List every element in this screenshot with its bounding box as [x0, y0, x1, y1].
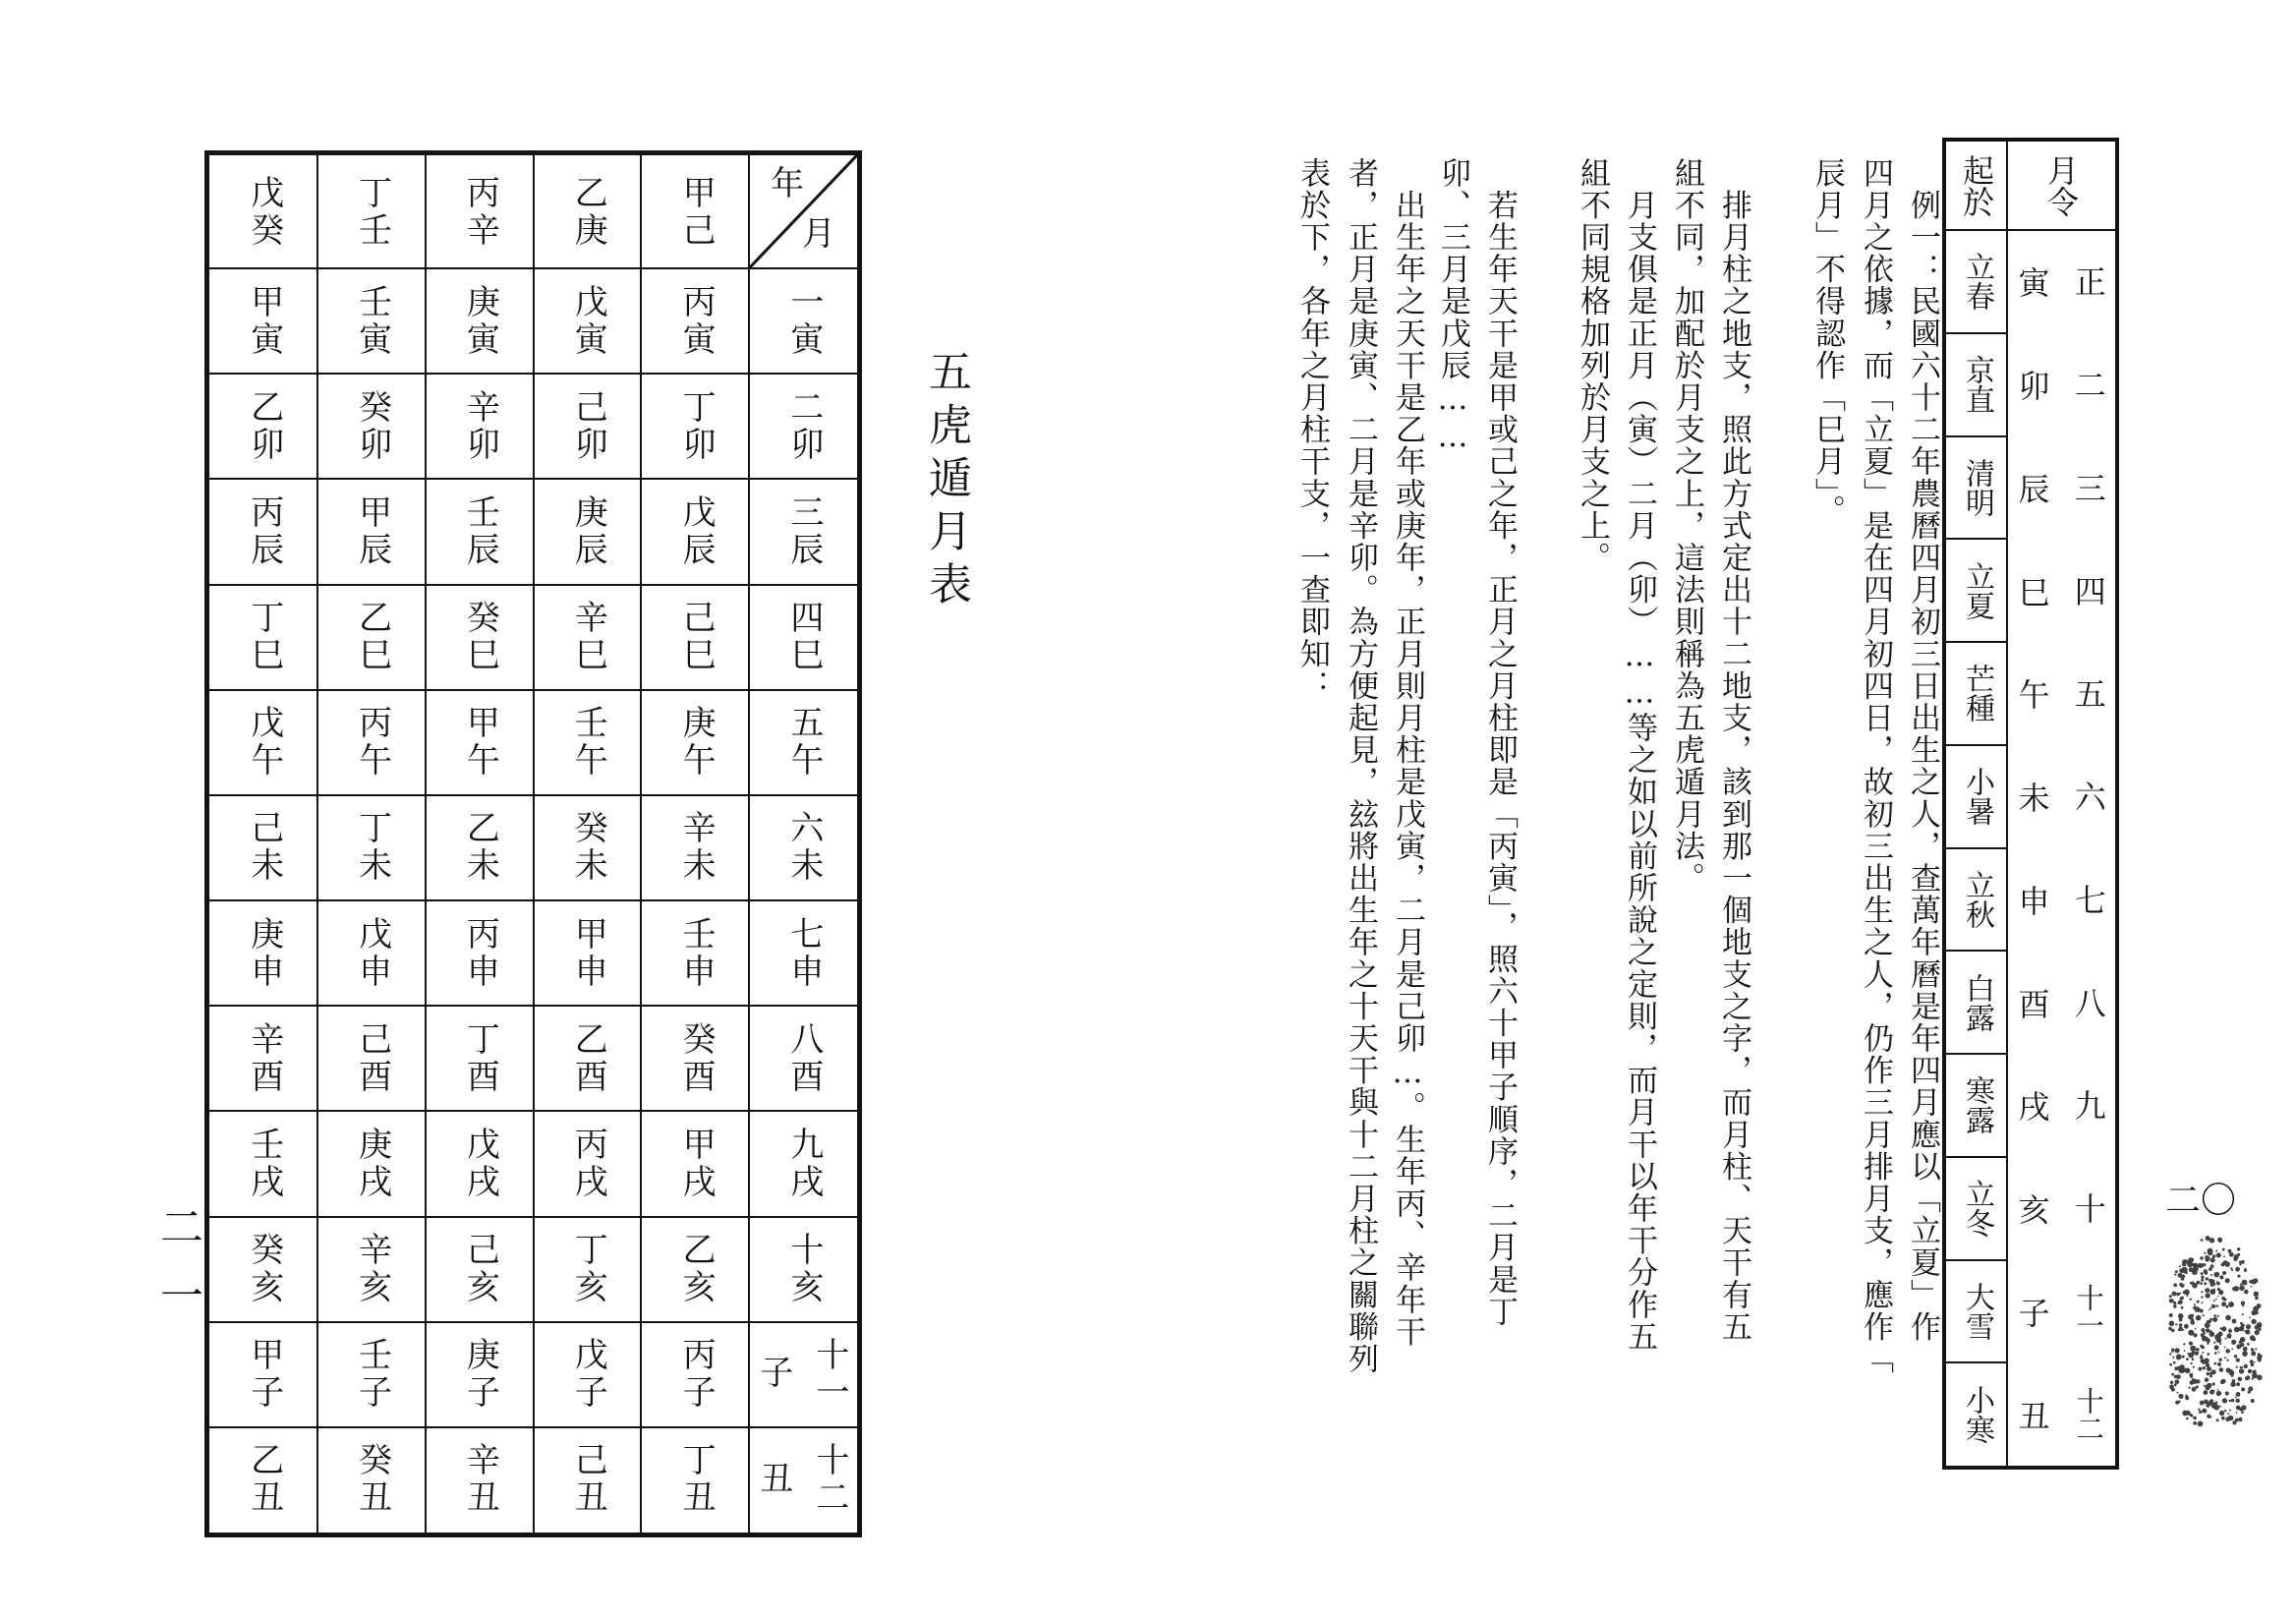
stem-branch-cell: 丁丑 [676, 1442, 717, 1518]
stem-branch-cell: 丙戌 [568, 1126, 608, 1201]
grid-hline [209, 1216, 857, 1218]
year-group-column [426, 155, 534, 1533]
grid-vline [316, 155, 318, 1533]
grid-vline [533, 155, 535, 1533]
header-month-label: 月 [801, 214, 839, 255]
branch-cell: 午 [2018, 676, 2050, 715]
stem-branch-cell: 壬辰 [460, 493, 500, 569]
text-column: 排月柱之地支，照此方式定出十二地支，該到那一個地支之字，而月柱、天干有五 [1716, 157, 1751, 1344]
stem-branch-cell: 庚申 [244, 915, 284, 991]
ink-smudge [2160, 1229, 2267, 1433]
grid-hline [209, 584, 857, 586]
month-branch: 丑 [760, 1459, 798, 1499]
text-column: 例一：民國六十二年農曆四月初三日出生之人，查萬年曆是年四月應以「立夏」作 [1905, 157, 1940, 1344]
stem-branch-cell: 甲寅 [244, 283, 284, 359]
stem-branch-cell: 甲子 [244, 1337, 284, 1413]
header-month-label: 月令 [2042, 154, 2080, 217]
text-column: 者，正月是庚寅、二月是辛卯。為方便起見，玆將出生年之十天干與十二月柱之關聯列 [1343, 157, 1378, 1375]
solar-term-cell: 芒種 [1960, 664, 1994, 723]
grid-vline [748, 155, 750, 1533]
stem-branch-cell: 壬子 [352, 1337, 392, 1413]
grid-hline [209, 689, 857, 691]
branch-cell: 戌 [2018, 1088, 2050, 1127]
stem-branch-cell: 庚辰 [568, 493, 608, 569]
grid-hline [209, 267, 857, 269]
month-number-cell: 四 [2069, 574, 2107, 607]
grid-hline [209, 478, 857, 480]
grid-hline [209, 1110, 857, 1112]
stem-branch-cell: 己丑 [568, 1442, 608, 1518]
stem-branch-cell: 己亥 [460, 1232, 500, 1307]
grid-hline [1946, 1156, 2007, 1158]
text-column: 表於下，各年之月柱干支，一查即知： [1294, 157, 1330, 703]
month-column [749, 155, 857, 1533]
year-group-label: 丁壬 [352, 174, 392, 250]
stem-branch-cell: 癸卯 [352, 388, 392, 464]
month-cell: 八酉 [783, 1020, 824, 1096]
month-number-cell: 十二 [2072, 1386, 2105, 1442]
solar-term-cell: 大雪 [1960, 1281, 1994, 1341]
stem-branch-cell: 壬申 [676, 915, 717, 991]
stem-branch-cell: 丁未 [352, 810, 392, 886]
stem-branch-cell: 甲午 [460, 705, 500, 781]
month-cell: 四巳 [783, 600, 824, 675]
text-column: 辰月」不得認作「巳月」。 [1809, 157, 1845, 527]
month-number-cell: 五 [2069, 677, 2107, 710]
stem-branch-cell: 戊申 [352, 915, 392, 991]
branch-cell: 子 [2018, 1294, 2050, 1332]
grid-hline [1946, 847, 2007, 849]
year-group-column [317, 155, 426, 1533]
solar-term-cell: 立秋 [1960, 869, 1994, 929]
stem-branch-cell: 癸未 [568, 810, 608, 886]
stem-branch-cell: 辛酉 [244, 1020, 284, 1096]
grid-hline [1946, 538, 2007, 540]
stem-branch-cell: 癸巳 [460, 600, 500, 675]
stem-branch-cell: 丙申 [460, 915, 500, 991]
month-number: 十一 [809, 1337, 849, 1413]
grid-hline [209, 1426, 857, 1428]
month-cell: 七申 [783, 915, 824, 991]
month-number-cell: 六 [2069, 781, 2107, 813]
stem-branch-cell: 丁巳 [244, 600, 284, 675]
wuhu-dun-month-table [204, 150, 862, 1537]
header-year-month [749, 155, 857, 268]
month-cell: 二卯 [783, 388, 824, 464]
right-page-number: 二〇 [2165, 1181, 2237, 1221]
grid-hline [1946, 1259, 2007, 1261]
solar-term-cell: 小暑 [1960, 767, 1994, 827]
month-branch: 子 [760, 1354, 798, 1394]
stem-branch-cell: 丙寅 [676, 283, 717, 359]
grid-hline [1946, 1361, 2007, 1363]
solar-term-cell: 京直 [1960, 355, 1994, 415]
text-column: 組不同規格加列於月支之上。 [1575, 157, 1610, 574]
text-column: 若生年天干是甲或己之年，正月之月柱即是「丙寅」，照六十甲子順序，二月是丁 [1482, 157, 1518, 1328]
month-number-cell: 正 [2069, 265, 2107, 298]
solar-term-cell: 白露 [1960, 972, 1994, 1032]
stem-branch-cell: 乙巳 [352, 600, 392, 675]
year-group-label: 戊癸 [244, 174, 284, 250]
month-cell: 五午 [783, 705, 824, 781]
month-number-cell: 九 [2069, 1089, 2107, 1122]
stem-branch-cell: 乙酉 [568, 1020, 608, 1096]
stem-branch-cell: 壬午 [568, 705, 608, 781]
branch-cell: 丑 [2018, 1397, 2050, 1435]
grid-hline [1946, 950, 2007, 952]
header-start-label: 起於 [1958, 154, 1995, 217]
stem-branch-cell: 丁酉 [460, 1020, 500, 1096]
month-cell: 十亥 [783, 1232, 824, 1307]
stem-branch-cell: 丁卯 [676, 388, 717, 464]
year-group-label: 乙庚 [568, 174, 608, 250]
branch-cell: 寅 [2018, 264, 2050, 303]
solar-term-cell: 清明 [1960, 457, 1994, 517]
branch-cell: 未 [2018, 780, 2050, 818]
stem-branch-cell: 乙卯 [244, 388, 284, 464]
stem-branch-cell: 丙辰 [244, 493, 284, 569]
text-column: 四月之依據，而「立夏」是在四月初四日，故初三出生之人，仍作三月排月支，應作「 [1858, 157, 1893, 1375]
grid-hline [1946, 229, 2115, 231]
branch-cell: 巳 [2018, 573, 2050, 611]
stem-branch-cell: 辛亥 [352, 1232, 392, 1307]
grid-hline [1946, 641, 2007, 643]
stem-branch-cell: 壬戌 [244, 1126, 284, 1201]
grid-vline [425, 155, 427, 1533]
stem-branch-cell: 乙亥 [676, 1232, 717, 1307]
grid-hline [209, 373, 857, 375]
month-number-cell: 二 [2069, 369, 2107, 401]
month-cell: 六未 [783, 810, 824, 886]
month-number-cell: 十一 [2072, 1283, 2105, 1339]
year-group-column [534, 155, 642, 1533]
month-cell: 一寅 [783, 283, 824, 359]
table-title: 五虎遁月表 [921, 349, 971, 614]
stem-branch-cell: 壬寅 [352, 283, 392, 359]
year-group-column [209, 155, 317, 1533]
stem-branch-cell: 癸酉 [676, 1020, 717, 1096]
stem-branch-cell: 丁亥 [568, 1232, 608, 1307]
branch-cell: 酉 [2018, 985, 2050, 1023]
stem-branch-cell: 甲辰 [352, 493, 392, 569]
stem-branch-cell: 庚寅 [460, 283, 500, 359]
month-cell [749, 1322, 857, 1427]
stem-branch-cell: 丙子 [676, 1337, 717, 1413]
grid-hline [1946, 332, 2007, 334]
month-number-cell: 八 [2069, 986, 2107, 1018]
stem-branch-cell: 乙未 [460, 810, 500, 886]
grid-hline [1946, 435, 2007, 437]
branch-cell: 辰 [2018, 470, 2050, 508]
stem-branch-cell: 己酉 [352, 1020, 392, 1096]
grid-vline [640, 155, 642, 1533]
grid-hline [1946, 744, 2007, 746]
left-page-number: 二一 [152, 1204, 202, 1342]
stem-branch-cell: 甲申 [568, 915, 608, 991]
grid-hline [209, 1005, 857, 1007]
month-cell: 九戌 [783, 1126, 824, 1201]
stem-branch-cell: 辛未 [676, 810, 717, 886]
month-cell [749, 1427, 857, 1533]
grid-hline [209, 794, 857, 796]
year-group-label: 甲己 [676, 174, 717, 250]
stem-branch-cell: 辛丑 [460, 1442, 500, 1518]
stem-branch-cell: 己未 [244, 810, 284, 886]
stem-branch-cell: 癸丑 [352, 1442, 392, 1518]
grid-vline [2006, 142, 2008, 1466]
stem-branch-cell: 庚午 [676, 705, 717, 781]
solar-term-cell: 小寒 [1960, 1384, 1994, 1444]
year-group-column [641, 155, 749, 1533]
text-column: 卯、三月是戊辰…… [1435, 157, 1470, 456]
solar-term-cell: 立冬 [1960, 1179, 1994, 1239]
month-cell: 三辰 [783, 493, 824, 569]
branch-cell: 亥 [2018, 1191, 2050, 1230]
stem-branch-cell: 戊午 [244, 705, 284, 781]
grid-hline [1946, 1053, 2007, 1055]
stem-branch-cell: 癸亥 [244, 1232, 284, 1307]
grid-hline [209, 899, 857, 901]
stem-branch-cell: 戊寅 [568, 283, 608, 359]
text-column: 月支俱是正月（寅）二月（卯）……等之如以前所說之定則，而月干以年干分作五 [1622, 157, 1657, 1354]
stem-branch-cell: 戊戌 [460, 1126, 500, 1201]
month-number-cell: 三 [2069, 471, 2107, 503]
solar-term-cell: 寒露 [1960, 1075, 1994, 1135]
branch-cell: 申 [2018, 882, 2050, 920]
solar-term-cell: 立夏 [1960, 560, 1994, 620]
stem-branch-cell: 乙丑 [244, 1442, 284, 1518]
stem-branch-cell: 甲戌 [676, 1126, 717, 1201]
header-year-label: 年 [771, 164, 809, 203]
month-number: 十二 [809, 1442, 849, 1518]
stem-branch-cell: 己巳 [676, 600, 717, 675]
stem-branch-cell: 戊子 [568, 1337, 608, 1413]
text-column: 組不同，加配於月支之上，這法則稱為五虎遁月法。 [1669, 157, 1704, 895]
stem-branch-cell: 庚戌 [352, 1126, 392, 1201]
year-group-label: 丙辛 [460, 174, 500, 250]
stem-branch-cell: 辛巳 [568, 600, 608, 675]
stem-branch-cell: 丙午 [352, 705, 392, 781]
grid-hline [209, 1321, 857, 1323]
solar-term-cell: 立春 [1960, 252, 1994, 312]
stem-branch-cell: 戊辰 [676, 493, 717, 569]
stem-branch-cell: 庚子 [460, 1337, 500, 1413]
stem-branch-cell: 己卯 [568, 388, 608, 464]
stem-branch-cell: 辛卯 [460, 388, 500, 464]
month-term-table [1942, 138, 2119, 1470]
month-number-cell: 七 [2069, 883, 2107, 915]
text-column: 出生年之天干是乙年或庚年，正月則月柱是戊寅，二月是己卯…。生年丙、辛年干 [1390, 157, 1425, 1349]
month-number-cell: 十 [2069, 1192, 2107, 1225]
branch-cell: 卯 [2018, 368, 2050, 406]
